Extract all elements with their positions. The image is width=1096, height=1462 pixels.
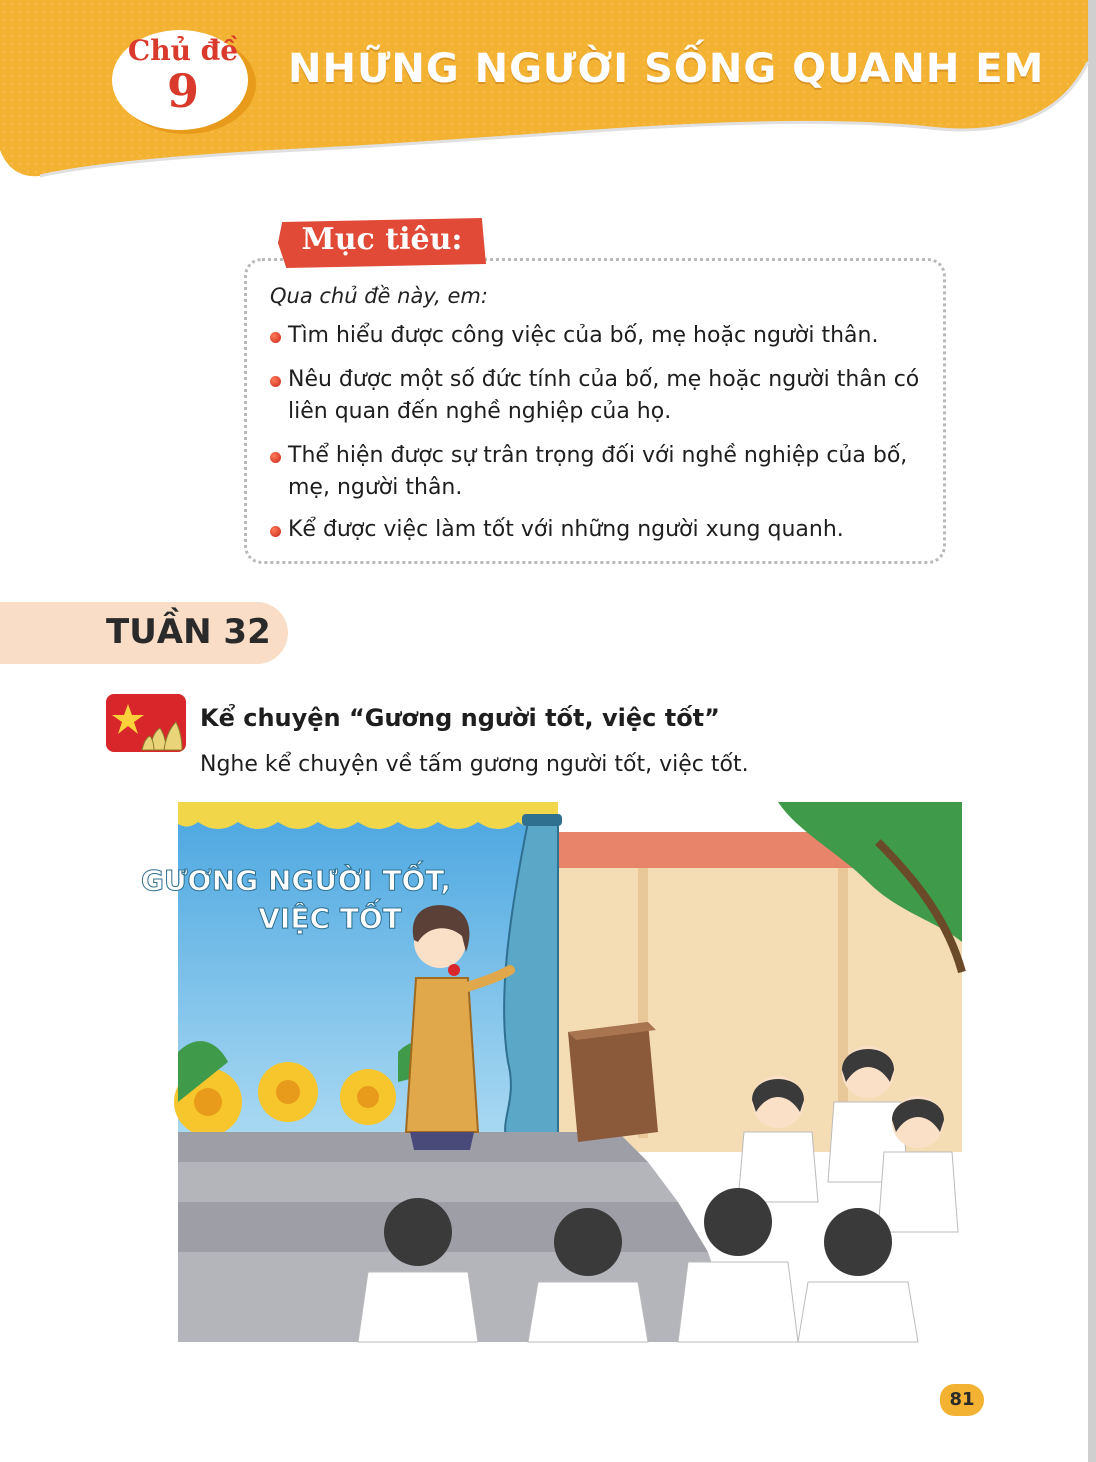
bullet-icon: [270, 452, 281, 463]
activity-title: Kể chuyện “Gương người tốt, việc tốt”: [200, 704, 720, 732]
objective-item: [288, 320, 938, 352]
objective-item: [288, 364, 938, 428]
chapter-title: NHỮNG NGƯỜI SỐNG QUANH EM: [288, 46, 1045, 92]
objective-text: Kể được việc làm tốt với những người xung quanh.: [288, 517, 844, 542]
objectives-intro: Qua chủ đề này, em:: [270, 284, 488, 308]
page-number: 81: [940, 1384, 984, 1416]
week-label: TUẦN 32: [106, 612, 271, 652]
chapter-label: Chủ đề: [127, 34, 239, 67]
objective-text: Thể hiện được sự trân trọng đối với nghề nghiệp của bố, mẹ, người thân.: [288, 443, 908, 500]
illustration-banner-line1: GƯƠNG NGƯỜI TỐT,: [140, 864, 452, 897]
objective-item: [288, 440, 938, 504]
activity-description: Nghe kể chuyện về tấm gương người tốt, việc tốt.: [200, 752, 749, 777]
chapter-number: 9: [166, 64, 199, 118]
storytelling-illustration: [140, 802, 962, 1342]
bullet-icon: [270, 332, 281, 343]
objectives-tag-text: Mục tiêu:: [301, 222, 463, 257]
objective-item: [288, 514, 938, 546]
bullet-icon: [270, 526, 281, 537]
objective-text: Nêu được một số đức tính của bố, mẹ hoặc người thân có liên quan đến nghề nghiệp của họ.: [288, 367, 920, 424]
flag-star-icon: [106, 694, 186, 752]
illustration-banner-line2: VIỆC TỐT: [258, 902, 402, 935]
bullet-icon: [270, 376, 281, 387]
page-edge: [1088, 0, 1096, 1462]
objective-text: Tìm hiểu được công việc của bố, mẹ hoặc người thân.: [288, 323, 879, 348]
